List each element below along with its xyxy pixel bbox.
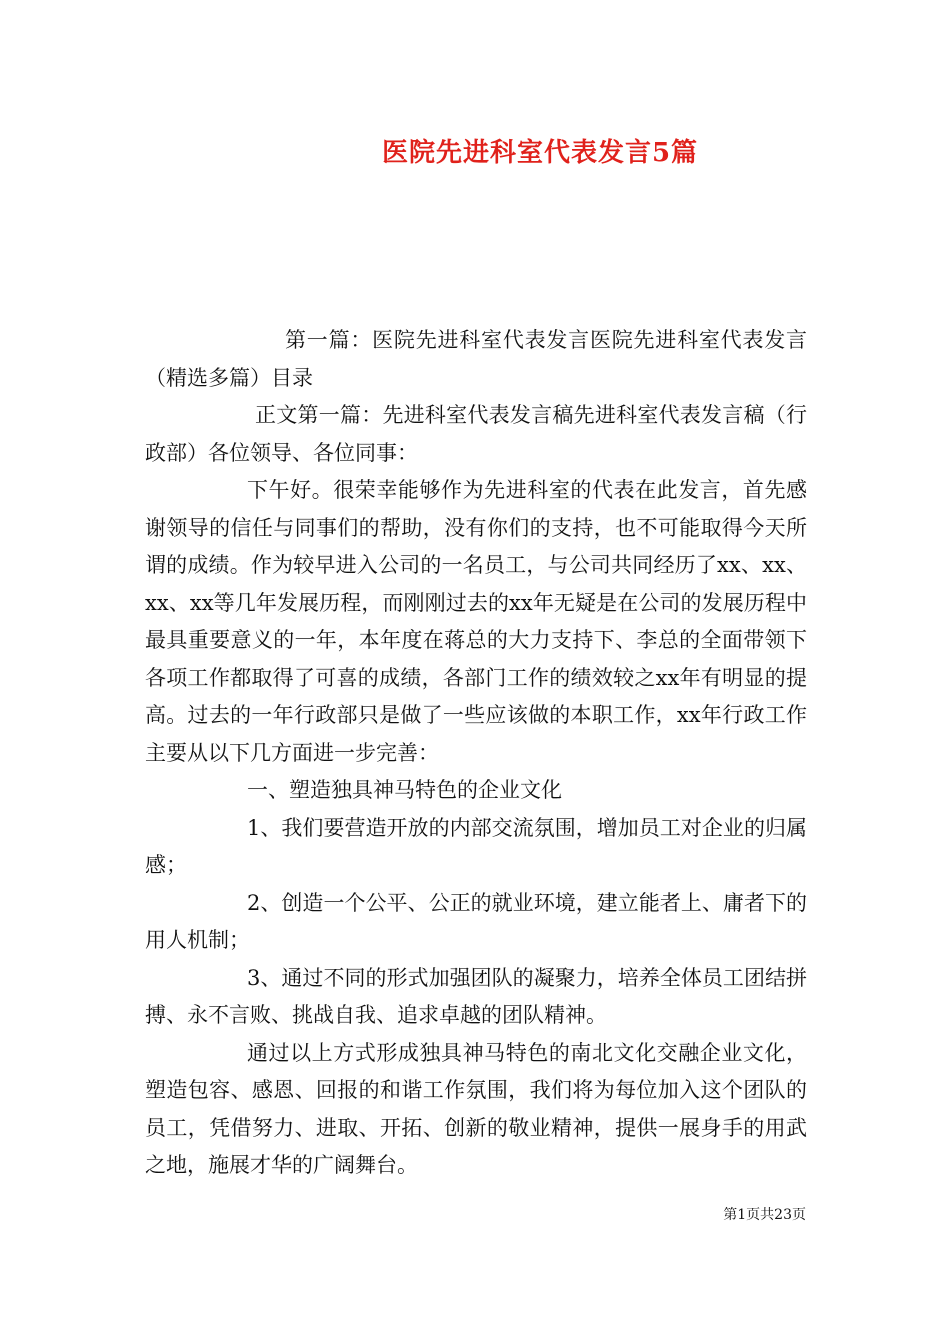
document-body bbox=[145, 322, 807, 1185]
page-number-footer: 第1页共23页 bbox=[723, 1207, 806, 1223]
paragraph-greeting: 下午好。很荣幸能够作为先进科室的代表在此发言，首先感谢领导的信任与同事们的帮助，没有你们的支持，也不可能取得今天所谓的成绩。作为较早进入公司的一名员工，与公司共同经历了xx、xx、xx、xx等几年发展历程，而刚刚过去的xx年无疑是在公司的发展历程中最具重要意义的一年，本年度在蒋总的大力支持下、李总的全面带领下各项工作都取得了可喜的成绩，各部门工作的绩效较之xx年有明显的提高。过去的一年行政部只是做了一些应该做的本职工作，xx年行政工作主要从以下几方面进一步完善： bbox=[145, 478, 807, 765]
section-heading: 一、塑造独具神马特色的企业文化 bbox=[247, 778, 562, 802]
document-title: 医院先进科室代表发言5篇 bbox=[381, 138, 699, 168]
list-item: 3、通过不同的形式加强团队的凝聚力，培养全体员工团结拼搏、永不言败、挑战自我、追求卓越的团队精神。 bbox=[145, 965, 807, 1027]
paragraph-main-heading: 正文第一篇：先进科室代表发言稿先进科室代表发言稿（行政部）各位领导、各位同事： bbox=[145, 403, 807, 465]
list-item: 1、我们要营造开放的内部交流氛围，增加员工对企业的归属感； bbox=[145, 815, 807, 877]
paragraph-intro: 第一篇：医院先进科室代表发言医院先进科室代表发言（精选多篇）目录 bbox=[145, 328, 807, 390]
list-item: 2、创造一个公平、公正的就业环境，建立能者上、庸者下的用人机制； bbox=[145, 890, 807, 952]
paragraph-summary: 通过以上方式形成独具神马特色的南北文化交融企业文化，塑造包容、感恩、回报的和谐工作氛围，我们将为每位加入这个团队的员工，凭借努力、进取、开拓、创新的敬业精神，提供一展身手的用武之地，施展才华的广阔舞台。 bbox=[145, 1040, 807, 1177]
